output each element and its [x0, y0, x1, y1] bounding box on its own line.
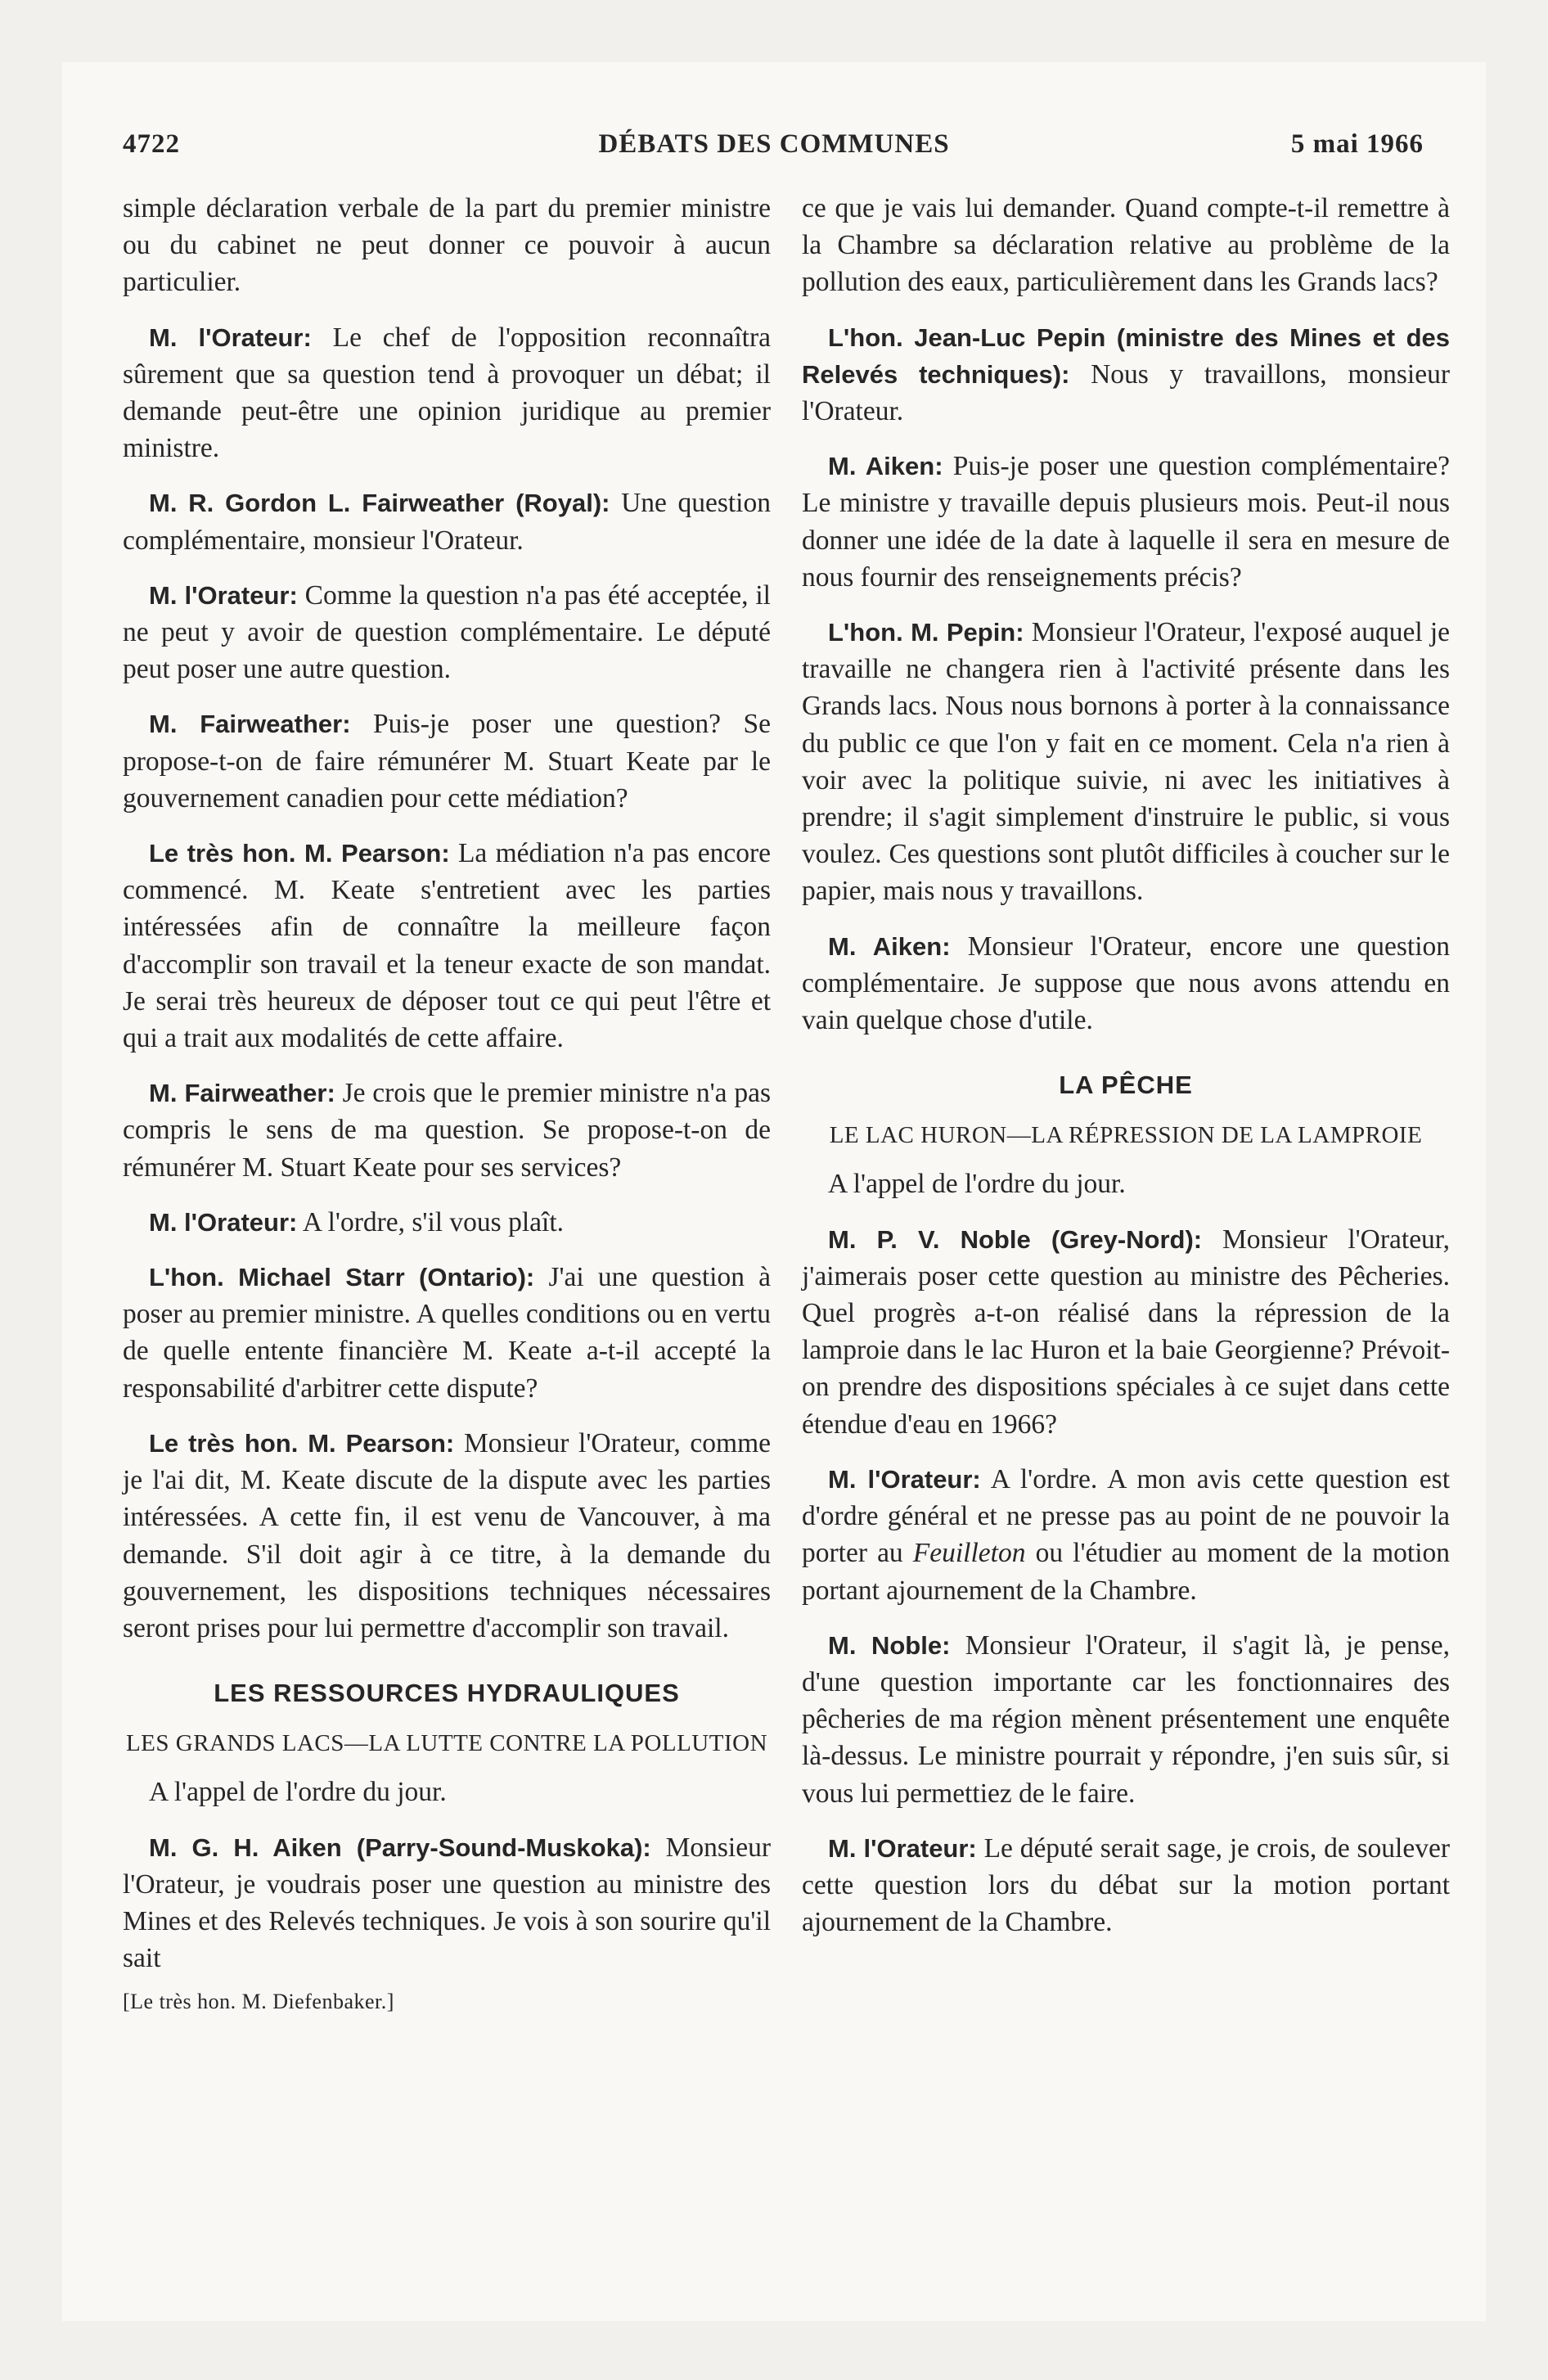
speaker-name: Le très hon. M. Pearson:: [149, 839, 450, 868]
paragraph: ce que je vais lui demander. Quand compte-t-il remettre à la Chambre sa déclaration relative au problème de la pollution des eaux, particulièrement dans les Grands lacs?: [802, 193, 1450, 298]
speech-text: Nous y travaillons, monsieur l'Orateur.: [802, 358, 1451, 427]
paragraph: [123, 835, 771, 1057]
speech-text: J'ai une question à poser au premier ministre. A quelles conditions ou en vertu de quelle entente financière M. Keate a-t-il accepté la responsabilité d'arbitrer cette dispute?: [123, 1262, 772, 1404]
speech-text: Monsieur l'Orateur, comme je l'ai dit, M. Keate discute de la dispute avec les parties intéressées. A cette fin, il est venu de Vancouver, à ma demande. S'il doit agir à ce titre, à la demande du gouvernement, les dispositions techniques nécessaires seront prises pour lui permettre d'accomplir son travail.: [123, 1427, 772, 1643]
running-title: DÉBATS DES COMMUNES: [598, 129, 950, 159]
paragraph: [802, 448, 1450, 596]
paragraph: [123, 577, 771, 688]
speaker-name: L'hon. Michael Starr (Ontario):: [149, 1263, 535, 1292]
paragraph: [802, 1627, 1450, 1812]
speaker-name: M. l'Orateur:: [149, 580, 298, 610]
page-number: 4722: [123, 129, 180, 159]
speaker-name: M. G. H. Aiken (Parry-Sound-Muskoka):: [149, 1832, 651, 1862]
paragraph: [802, 1461, 1450, 1609]
paragraph: [802, 614, 1450, 910]
italic-title: Feuilleton: [912, 1538, 1026, 1569]
subsection-heading: LES GRANDS LACS—LA LUTTE CONTRE LA POLLUTION: [125, 1730, 768, 1757]
paragraph: [123, 1259, 771, 1407]
paragraph: [802, 1221, 1450, 1443]
speech-text: Le député serait sage, je crois, de soulever cette question lors du débat sur la motion portant ajournement de la Chambre.: [802, 1832, 1450, 1938]
paragraph: [123, 485, 771, 558]
speech-text: Monsieur l'Orateur, encore une question complémentaire. Je suppose que nous avons attendu en vain quelque chose d'utile.: [802, 931, 1450, 1036]
paragraph: [123, 1829, 771, 1977]
speaker-name: M. Fairweather:: [149, 1079, 335, 1108]
speaker-name: M. P. V. Noble (Grey-Nord):: [828, 1224, 1203, 1254]
speaker-name: L'hon. Jean-Luc Pepin (ministre des Mines et des Relevés techniques):: [802, 322, 1450, 389]
paragraph: [123, 705, 771, 817]
speech-text: Puis-je poser une question? Se propose-t-on de faire rémunérer M. Stuart Keate par le gouvernement canadien pour cette médiation?: [123, 709, 771, 814]
speaker-name: M. Aiken:: [828, 452, 943, 481]
speech-text: ou l'étudier au moment de la motion portant ajournement de la Chambre.: [802, 1538, 1451, 1606]
speech-text: Une question complémentaire, monsieur l'Orateur.: [123, 488, 771, 556]
speech-text: Monsieur l'Orateur, il s'agit là, je pense, d'une question importante car les fonctionnaires des pêcheries de ma région mènent présentement une enquête là-dessus. Le ministre pourrait y répondre, j'en suis sûr, si vous lui permettiez de le faire.: [802, 1629, 1450, 1809]
speaker-name: Le très hon. M. Pearson:: [149, 1428, 455, 1458]
speaker-name: M. l'Orateur:: [149, 322, 312, 352]
speech-text: A l'ordre, s'il vous plaît.: [302, 1206, 565, 1237]
speech-text: Monsieur l'Orateur, je voudrais poser une question au ministre des Mines et des Relevés techniques. Je vois à son sourire qu'il sait: [123, 1832, 771, 1974]
speaker-name: L'hon. M. Pepin:: [828, 618, 1024, 647]
section-heading: LES RESSOURCES HYDRAULIQUES: [214, 1679, 680, 1708]
paragraph: simple déclaration verbale de la part du premier ministre ou du cabinet ne peut donner ce pouvoir à aucun particulier.: [123, 193, 771, 298]
paragraph: [123, 1425, 771, 1647]
speech-text: A l'ordre. A mon avis cette question est d'ordre général et ne presse pas au point de ne pouvoir la porter au: [802, 1463, 1450, 1569]
footnote: [Le très hon. M. Diefenbaker.]: [123, 1990, 394, 2014]
paragraph: [802, 1830, 1450, 1941]
left-column: [123, 190, 771, 2039]
paragraph: A l'appel de l'ordre du jour.: [149, 1777, 447, 1808]
speaker-name: M. Aiken:: [828, 931, 951, 961]
speaker-name: M. Noble:: [828, 1630, 951, 1660]
section-heading: LA PÊCHE: [1059, 1071, 1193, 1100]
paragraph: [802, 319, 1450, 430]
speaker-name: M. R. Gordon L. Fairweather (Royal):: [149, 489, 610, 518]
speech-text: La médiation n'a pas encore commencé. M. Keate s'entretient avec les parties intéressées afin de connaître la meilleure façon d'accomplir son travail et la teneur exacte de son mandat. Je serai très heureux de déposer tout ce qui peut l'être et qui a trait aux modalités de cette affaire.: [123, 838, 772, 1054]
page-date: 5 mai 1966: [1290, 129, 1424, 159]
speaker-name: M. Fairweather:: [149, 710, 351, 739]
speech-text: Je crois que le premier ministre n'a pas compris le sens de ma question. Se propose-t-on de rémunérer M. Stuart Keate pour ses services?: [123, 1078, 771, 1183]
speech-text: Monsieur l'Orateur, l'exposé auquel je travaille ne changera rien à l'activité présente dans les Grands lacs. Nous nous bornons à porter à la connaissance du public ce que l'on y fait en ce moment. Cela n'a rien à voir avec la politique suivie, ni avec les initiatives à prendre; il s'agit simplement d'instruire le public, si vous voulez. Ces questions sont plutôt difficiles à coucher sur le papier, mais nous y travaillons.: [802, 617, 1451, 907]
speaker-name: M. l'Orateur:: [149, 1207, 298, 1237]
paragraph: [123, 319, 771, 467]
speech-text: Le chef de l'opposition reconnaîtra sûrement que sa question tend à provoquer un débat; il demande peut-être une opinion juridique au premier ministre.: [123, 322, 771, 464]
paragraph: [123, 1075, 771, 1186]
speaker-name: M. l'Orateur:: [828, 1833, 977, 1863]
speaker-name: M. l'Orateur:: [828, 1464, 981, 1494]
speech-text: Monsieur l'Orateur, j'aimerais poser cette question au ministre des Pêcheries. Quel progrès a-t-on réalisé dans la répression de la lamproie dans le lac Huron et la baie Georgienne? Prévoit-on prendre des dispositions spéciales à ce sujet dans cette étendue d'eau en 1966?: [802, 1224, 1450, 1440]
paragraph: A l'appel de l'ordre du jour.: [828, 1169, 1126, 1200]
paragraph: [123, 1204, 771, 1241]
speech-text: Puis-je poser une question complémentaire? Le ministre y travaille depuis plusieurs mois. Peut-il nous donner une idée de la date à laquelle il sera en mesure de nous fournir des renseignements précis?: [802, 451, 1451, 593]
right-column: [802, 190, 1450, 1959]
paragraph: [802, 928, 1450, 1039]
subsection-heading: LE LAC HURON—LA RÉPRESSION DE LA LAMPROIE: [829, 1122, 1423, 1149]
speech-text: Comme la question n'a pas été acceptée, il ne peut y avoir de question complémentaire. Le député peut poser une autre question.: [123, 579, 771, 685]
